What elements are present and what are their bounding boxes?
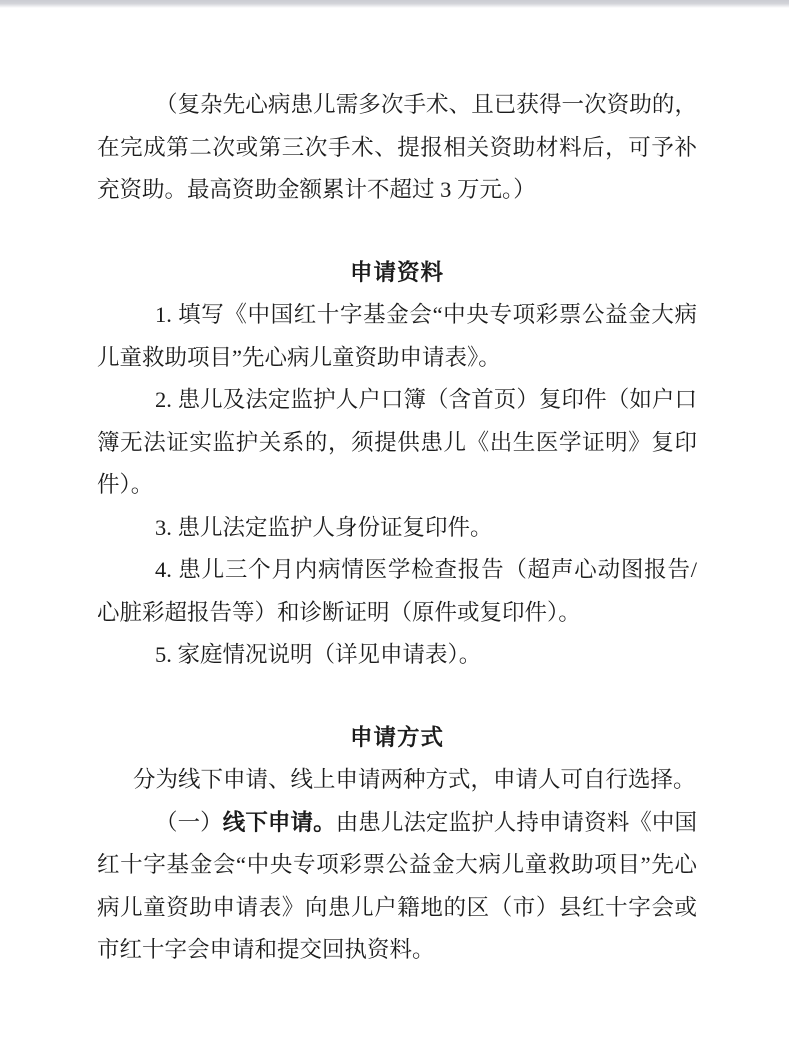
materials-section-heading: 申请资料 bbox=[349, 259, 444, 285]
method-intro-paragraph: 分为线下申请、线上申请两种方式，申请人可自行选择。 bbox=[133, 767, 696, 792]
offline-application-prefix: （一） bbox=[155, 809, 223, 835]
materials-item-2: 2. 患儿及法定监护人户口簿（含首页）复印件（如户口簿无法证实监护关系的，须提供患儿《出生医学证明》复印件）。 bbox=[97, 387, 697, 497]
document-content bbox=[97, 84, 697, 972]
materials-item-5: 5. 家庭情况说明（详见申请表）。 bbox=[155, 642, 482, 667]
continuation-paragraph: （复杂先心病患儿需多次手术、且已获得一次资助的，在完成第二次或第三次手术、提报相关资助材料后，可予补充资助。最高资助金额累计不超过 3 万元。） bbox=[97, 92, 697, 202]
method-section-heading: 申请方式 bbox=[349, 724, 444, 750]
offline-application-label: 线下申请。 bbox=[222, 809, 336, 835]
materials-item-3: 3. 患儿法定监护人身份证复印件。 bbox=[155, 514, 493, 540]
materials-item-1: 1. 填写《中国红十字基金会“中央专项彩票公益金大病儿童救助项目”先心病儿童资助申请表》。 bbox=[97, 302, 697, 370]
materials-item-4: 4. 患儿三个月内病情医学检查报告（超声心动图报告/心脏彩超报告等）和诊断证明（原件或复印件）。 bbox=[97, 557, 697, 625]
offline-application-paragraph bbox=[97, 802, 697, 972]
page-top-edge-shadow bbox=[0, 0, 789, 8]
offline-application-body: 由患儿法定监护人持申请资料《中国红十字基金会“中央专项彩票公益金大病儿童救助项目”先心病儿童资助申请表》向患儿户籍地的区（市）县红十字会或市红十字会申请和提交回执资料。 bbox=[97, 809, 697, 962]
